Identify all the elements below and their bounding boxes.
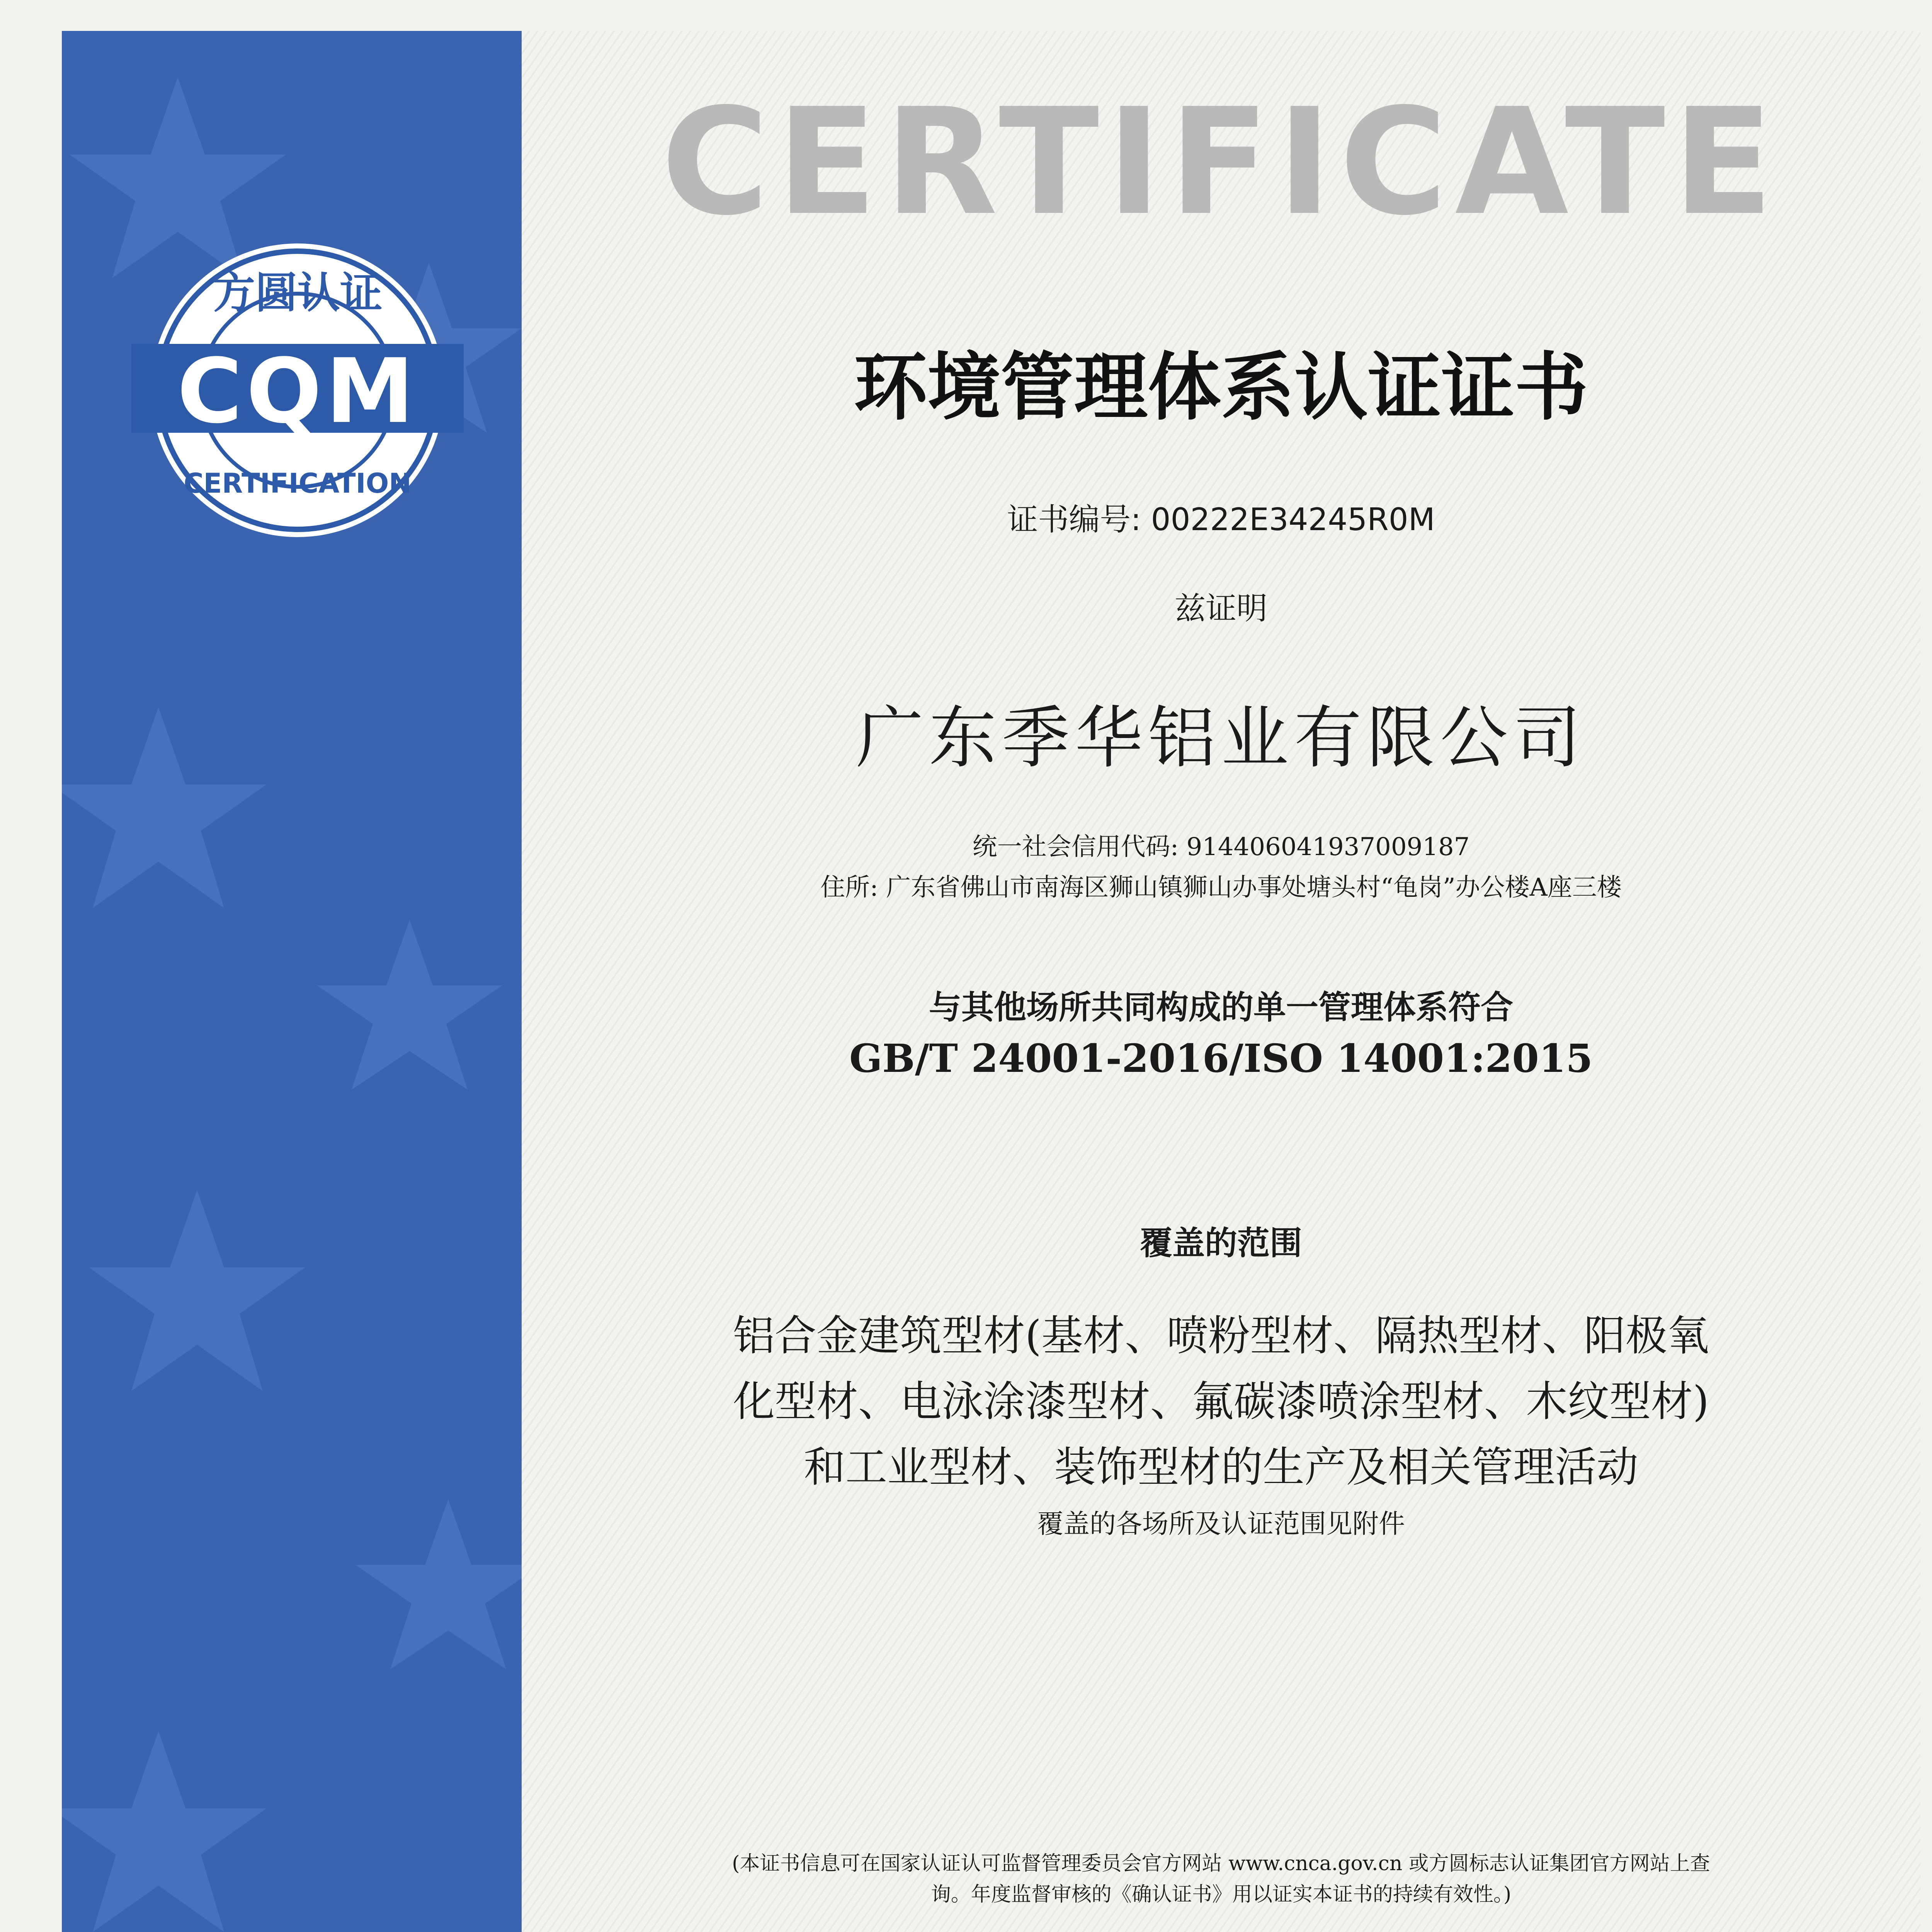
- certificate-number: [522, 495, 1920, 539]
- company-address-label: 住所:: [820, 873, 878, 902]
- certificate-number-label: 证书编号:: [1007, 502, 1141, 537]
- cqm-logo-main-text: CQM: [177, 340, 418, 443]
- credit-code-label: 统一社会信用代码:: [972, 833, 1179, 861]
- scope-line-3: 和工业型材、装饰型材的生产及相关管理活动: [803, 1443, 1638, 1492]
- cqm-logo: [124, 216, 471, 564]
- credit-code-value: 914406041937009187: [1186, 833, 1470, 861]
- cqm-logo-bottom-text: CERTIFICATION: [184, 468, 412, 499]
- scope-heading: 覆盖的范围: [1139, 1224, 1302, 1262]
- certificate-watermark-title: CERTIFICATE: [661, 77, 1781, 248]
- scope-line-1: 铝合金建筑型材(基材、喷粉型材、隔热型材、阳极氧: [733, 1312, 1709, 1360]
- notice-line-1: (本证书信息可在国家认证认可监督管理委员会官方网站 www.cnca.gov.cn 或方圆标志认证集团官方网站上查: [732, 1852, 1710, 1875]
- company-address: [522, 867, 1920, 903]
- scope-note: 覆盖的各场所及认证范围见附件: [1037, 1509, 1405, 1539]
- certificate-number-value: 00222E34245R0M: [1151, 502, 1435, 537]
- conformity-text: 与其他场所共同构成的单一管理体系符合: [929, 988, 1513, 1026]
- standard-code: GB/T 24001-2016/ISO 14001:2015: [849, 1036, 1593, 1081]
- certificate-title: 环境管理体系认证证书: [854, 345, 1588, 430]
- credit-code: [522, 827, 1920, 862]
- cqm-logo-top-text: 方圆认证: [213, 268, 383, 318]
- scope-line-2: 化型材、电泳涂漆型材、氟碳漆喷涂型材、木纹型材): [733, 1378, 1709, 1426]
- hereby-certify: 兹证明: [1175, 590, 1267, 626]
- notice-line-2: 询。年度监督审核的《确认证书》用以证实本证书的持续有效性。): [930, 1883, 1512, 1906]
- company-address-value: 广东省佛山市南海区狮山镇狮山办事处塘头村“龟岗”办公楼A座三楼: [886, 873, 1622, 902]
- company-name: 广东季华铝业有限公司: [856, 699, 1586, 777]
